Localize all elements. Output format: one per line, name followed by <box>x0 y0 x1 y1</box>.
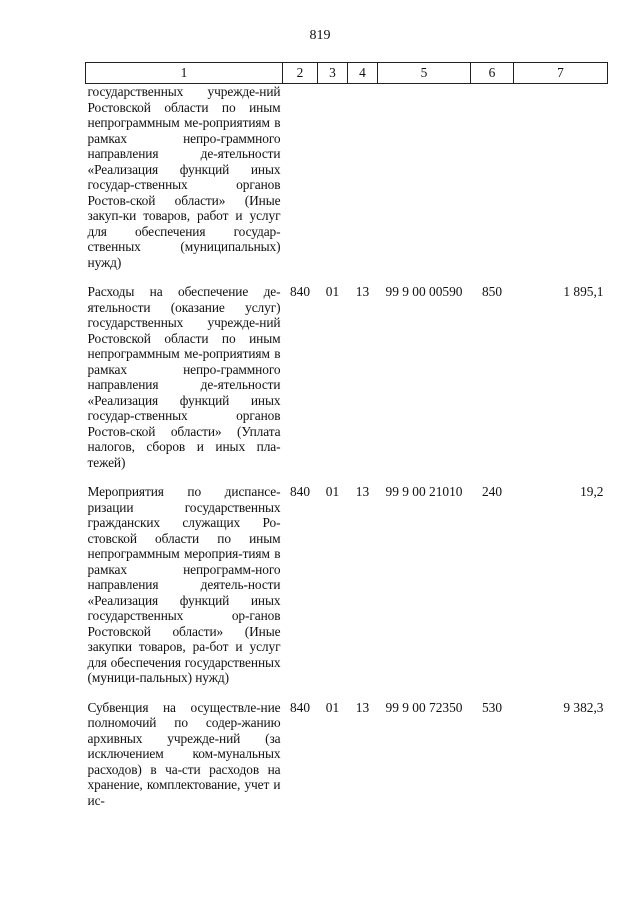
row-ministry-code: 840 <box>289 484 311 499</box>
row-description: государственных учрежде-ний Ростовской области по иным непрограммным ме-роприятиям в рамках непро-граммного направления де-ятельности «Реализация функций иных государ-ственных органов Ростов-ской области» (Иные закуп-ки товаров, работ и услуг для обеспечения государ-ственных (муниципальных) нужд) <box>87 84 281 270</box>
row-description: Мероприятия по диспансе-ризации государственных гражданских служащих Ро-стовской области по иным непрограммным мероприя-тиям в рамках непрограмм-ного направления деятель-ности «Реализация функций иных государственных ор-ганов Ростовской области» (Иные закупки товаров, ра-бот и услуг для обеспечения государственных (муници-пальных) нужд) <box>87 484 281 685</box>
table-body <box>86 84 608 823</box>
row-ministry-code: 840 <box>289 284 311 299</box>
row-expense-type: 850 <box>481 284 503 299</box>
header-col-1: 1 <box>86 63 283 84</box>
header-row <box>86 63 608 84</box>
row-amount <box>514 84 608 285</box>
row-ministry-code <box>283 84 318 285</box>
row-target-article <box>378 84 471 285</box>
row-expense-type: 530 <box>481 699 503 715</box>
header-col-3: 3 <box>318 63 348 84</box>
page-number: 819 <box>309 28 331 43</box>
row-expense-type: 240 <box>481 484 503 499</box>
row-description: Расходы на обеспечение де-ятельности (оказание услуг) государственных учрежде-ний Ростовской области по иным непрограммным ме-роприятиям в рамках непро-граммного направления де-ятельности «Реализация функций иных государ-ственных органов Ростов-ской области» (Уплата налогов, сборов и иных пла-тежей) <box>87 284 281 470</box>
table-row <box>86 484 608 700</box>
row-section-code: 01 <box>325 284 340 299</box>
header-col-5: 5 <box>378 63 471 84</box>
row-target-article: 99 9 00 00590 <box>385 284 463 299</box>
header-col-7: 7 <box>514 63 608 84</box>
row-subsection-code: 13 <box>355 699 370 715</box>
header-col-2: 2 <box>283 63 318 84</box>
row-subsection-code <box>348 84 378 285</box>
row-subsection-code: 13 <box>355 484 370 499</box>
header-col-6: 6 <box>471 63 514 84</box>
table-row <box>86 284 608 484</box>
header-col-4: 4 <box>348 63 378 84</box>
table-row <box>86 700 608 823</box>
row-expense-type <box>471 84 514 285</box>
row-section-code <box>318 84 348 285</box>
budget-table <box>85 62 608 822</box>
row-section-code: 01 <box>325 699 340 715</box>
row-amount: 9 382,3 <box>563 699 604 715</box>
row-amount: 1 895,1 <box>563 284 604 299</box>
row-target-article: 99 9 00 21010 <box>385 484 463 499</box>
row-amount: 19,2 <box>580 484 604 499</box>
row-target-article: 99 9 00 72350 <box>385 699 463 715</box>
table-header <box>86 63 608 84</box>
row-section-code: 01 <box>325 484 340 499</box>
row-subsection-code: 13 <box>355 284 370 299</box>
row-description: Субвенция на осуществле-ние полномочий по содер-жанию архивных учрежде-ний (за исключением ком-мунальных расходов) в ча-сти расходов на хранение, комплектование, учет и ис- <box>87 699 281 808</box>
row-ministry-code: 840 <box>289 699 311 715</box>
table-row <box>86 84 608 285</box>
